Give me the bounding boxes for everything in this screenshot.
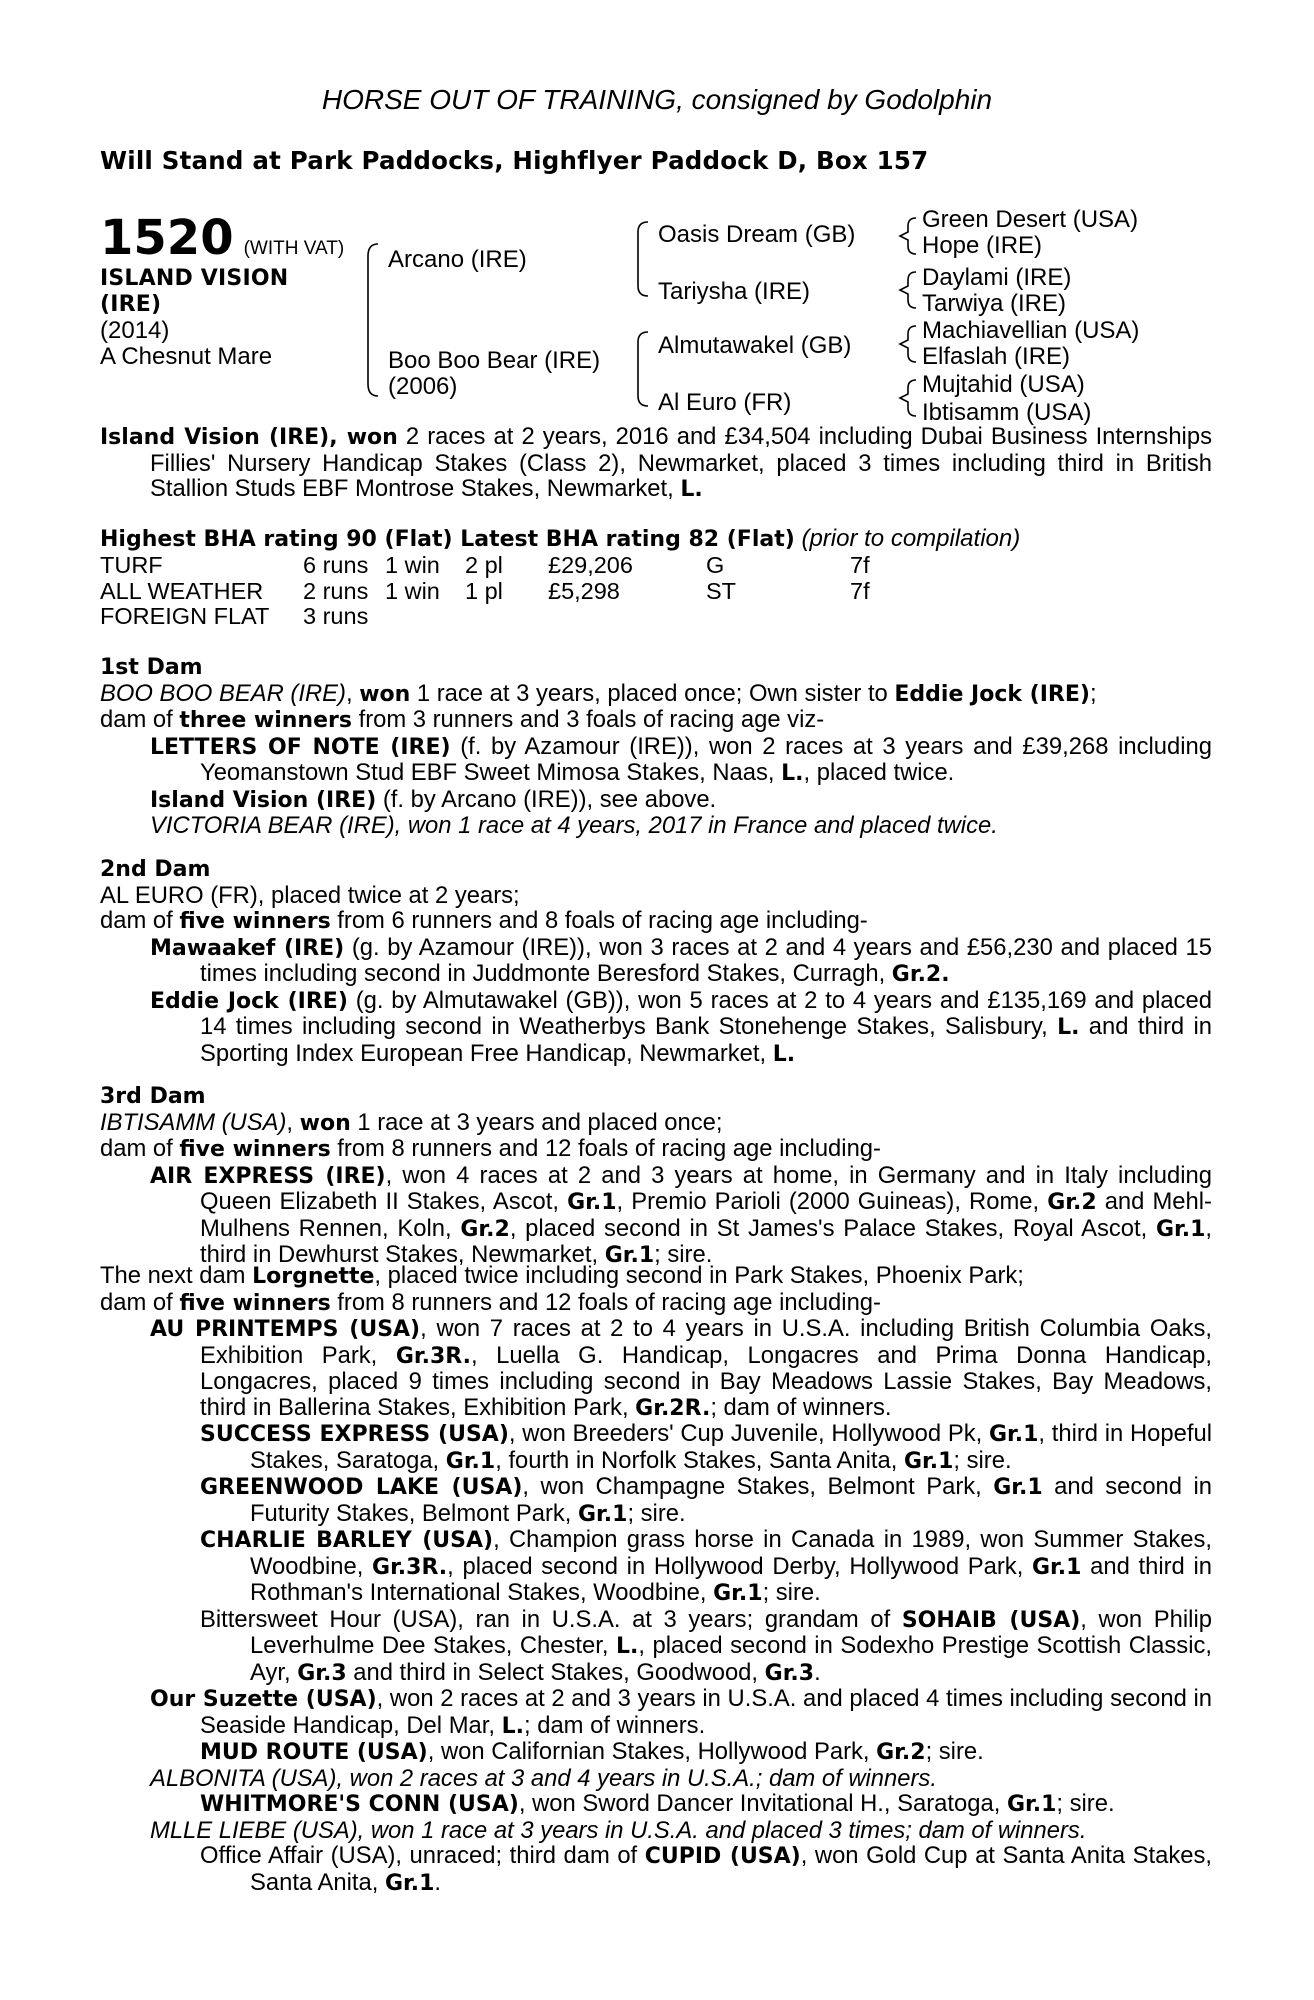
dam-sire: Almutawakel (GB) <box>658 332 852 359</box>
charlie-barley <box>200 1527 1212 1607</box>
offspring-name: MLLE LIEBE (USA) <box>150 1816 358 1844</box>
offspring-text-a: , won Champagne Stakes, Belmont Park, <box>522 1473 994 1500</box>
third-dam-dam-of: dam of <box>100 1135 180 1162</box>
next-dam-winners: five winners <box>179 1290 331 1316</box>
offspring-text-b: ; sire. <box>1056 1790 1115 1817</box>
rating-prize: £29,206 <box>548 552 633 578</box>
second-dam-section <box>100 857 1212 1067</box>
offspring-text-a: , won 7 races at 2 to 4 years in U.S.A. including British Columbia Oaks, Exhibition Park, <box>200 1315 1212 1369</box>
our-suzette <box>150 1686 1212 1739</box>
first-dam-offspring-2 <box>150 787 1212 814</box>
offspring-listed-2: L. <box>772 1041 796 1067</box>
grandparent-2: Hope (IRE) <box>922 232 1043 259</box>
offspring-text-d: ; sire. <box>762 1579 821 1606</box>
listed: L. <box>615 1634 639 1659</box>
grade-2: Gr.1 <box>578 1501 628 1527</box>
offspring-text-a: , won Sword Dancer Invitational H., Saratoga, <box>518 1790 1007 1817</box>
offspring-name: GREENWOOD LAKE (USA) <box>200 1475 523 1500</box>
first-dam-text: 1 race at 3 years, placed once; Own sister to <box>410 679 895 707</box>
offspring-text-a: , won 4 races at 2 and 3 years at home, in Germany and in Italy including Queen Elizabeth II Stakes, Ascot, <box>200 1161 1212 1215</box>
first-dam-offspring-3 <box>150 813 1212 839</box>
grade: Gr.1 <box>384 1870 435 1896</box>
grandparent-1: Green Desert (USA) <box>922 206 1139 233</box>
rating-runs: 3 runs <box>303 603 369 629</box>
grade-2: Gr.3 <box>764 1660 815 1686</box>
summary-won: won <box>346 425 398 450</box>
first-dam-won: won <box>359 681 411 707</box>
brace-sire <box>638 222 648 296</box>
offspring-listed: L. <box>1057 1015 1080 1040</box>
mlle-liebe <box>150 1818 1212 1844</box>
grade-5: Gr.1 <box>604 1243 655 1268</box>
first-dam-sister: Eddie Jock (IRE) <box>894 681 1090 707</box>
grade-2: Gr.1 <box>1032 1554 1082 1580</box>
dam-dam: Al Euro (FR) <box>658 389 792 416</box>
offspring-name: AIR EXPRESS (IRE) <box>150 1163 386 1189</box>
au-printemps <box>150 1316 1212 1421</box>
bittersweet-hour <box>200 1607 1212 1687</box>
grade-1: Gr.3 <box>297 1660 347 1686</box>
offspring-name: WHITMORE'S CONN (USA) <box>200 1792 519 1817</box>
horse-name-line1: ISLAND VISION <box>100 266 289 291</box>
brace-g34 <box>900 272 916 308</box>
second-dam-dam-of: dam of <box>100 907 180 934</box>
grade-2: Gr.2R. <box>635 1395 711 1421</box>
offspring-text-b: , third in Hopeful Stakes, Saratoga, <box>250 1420 1212 1474</box>
rating-going: ST <box>706 577 737 604</box>
vat-note: (WITH VAT) <box>243 238 345 259</box>
offspring-name: MUD ROUTE (USA) <box>200 1740 428 1765</box>
brace-g56 <box>900 326 916 362</box>
offspring-text-d: ; sire. <box>953 1446 1012 1474</box>
summary-listed: L. <box>680 477 703 502</box>
greenwood-lake <box>200 1474 1212 1527</box>
second-dam-offspring-1: Mawaakef (IRE) (g. by Azamour (IRE)), won 3 races at 2 and 4 years and £56,230 and placed 15 times including second in Juddmonte Beresford Stakes, Curragh, Gr.2. <box>150 933 1213 987</box>
third-dam-won: won <box>299 1110 351 1136</box>
third-dam-heading: 3rd Dam <box>100 1084 206 1109</box>
first-dam-heading: 1st Dam <box>100 655 203 680</box>
offspring-text-d: and third in Select Stakes, Goodwood, <box>346 1658 765 1686</box>
horse-description: A Chesnut Mare <box>100 343 273 370</box>
rating-runs: 6 runs <box>303 552 369 578</box>
first-dam-name: BOO BOO BEAR (IRE) <box>100 679 346 707</box>
rating-surface: FOREIGN FLAT <box>100 603 270 629</box>
offspring-name: CHARLIE BARLEY (USA) <box>200 1528 494 1553</box>
stand-location: Will Stand at Park Paddocks, Highflyer Paddock D, Box 157 <box>100 146 929 175</box>
offspring-text: (f. by Azamour (IRE)), won 2 races at 3 years and £39,268 including Yeomanstown Stud EBF Sweet Mimosa Stakes, Naas, <box>200 732 1213 786</box>
offspring-text-e: , third in Dewhurst Stakes, Newmarket, <box>200 1214 1213 1268</box>
offspring-text-a: Bittersweet Hour (USA), ran in U.S.A. at 3 years; grandam of <box>200 1605 902 1633</box>
third-dam-section: 3rd Dam IBTISAMM (USA), won 1 race at 3 years and placed once; dam of five winners from 8 runners and 12 foals of racing age including- AIR EXPRESS (IRE), won 4 races at 2 and 3 years at home, in Germany and in Italy including Queen Elizabeth II Stakes, Ascot, Gr.1, Premio Parioli (2000 Guineas), Rome, Gr.2 and Mehl-Mulhens Rennen, Koln, Gr.2, placed second in St James's Palace Stakes, Royal Ascot, Gr.1, third in Dewhurst Stakes, Newmarket, Gr.1; sire. <box>100 1084 1213 1268</box>
offspring-text-b: and second in Futurity Stakes, Belmont Park, <box>250 1473 1212 1527</box>
dam: Boo Boo Bear (IRE) <box>388 347 601 374</box>
offspring-name: Eddie Jock (IRE) <box>150 988 348 1014</box>
next-dam-section <box>100 1263 1212 1896</box>
offspring-text-a: , won 1 race at 3 years in U.S.A. and placed 3 times; dam of winners. <box>357 1816 1087 1844</box>
rating-going: G <box>706 552 725 578</box>
sire-dam: Tariysha (IRE) <box>658 278 811 305</box>
brace-main <box>368 244 378 396</box>
grade-3: Gr.2 <box>460 1216 510 1242</box>
grade-3: Gr.1 <box>903 1448 954 1474</box>
offspring-text-a: Office Affair (USA), unraced; third dam of <box>200 1842 645 1869</box>
offspring-text-c: . <box>434 1868 442 1896</box>
grade-1: Gr.1 <box>993 1475 1043 1500</box>
ratings-heading <box>100 526 1020 553</box>
offspring-listed: L. <box>781 761 804 786</box>
third-dam-offspring-1 <box>150 1163 1212 1269</box>
offspring-text-c: and Mehl-Mulhens Rennen, Koln, <box>200 1188 1212 1242</box>
page-title: HORSE OUT OF TRAINING, consigned by Godolphin <box>321 84 993 115</box>
grade: Gr.1 <box>1006 1792 1057 1817</box>
offspring-text-f: ; sire. <box>654 1241 713 1268</box>
offspring-name: Island Vision (IRE) <box>150 787 377 813</box>
summary-text: 2 races at 2 years, 2016 and £34,504 including Dubai Business Internships Fillies' Nursery Handicap Stakes (Class 2), Newmarket, placed 3 times including third in British Stallion Studs EBF Montrose Stakes, Newmarket, <box>150 423 1212 502</box>
offspring-text-b: , won Philip Leverhulme Dee Stakes, Chester, <box>250 1605 1212 1659</box>
offspring-name: Mawaakef (IRE) <box>150 935 345 961</box>
offspring-text-b: , Premio Parioli (2000 Guineas), Rome, <box>616 1188 1048 1215</box>
office-affair <box>200 1843 1212 1896</box>
rating-runs: 2 runs <box>303 577 369 604</box>
first-dam-dam-of: dam of <box>100 706 180 733</box>
offspring-name: LETTERS OF NOTE (IRE) <box>150 734 451 760</box>
grade-1: Gr.3R. <box>395 1343 471 1369</box>
offspring-text-b: , won Gold Cup at Santa Anita Stakes, Santa Anita, <box>250 1842 1213 1896</box>
rating-placed: 2 pl <box>465 552 503 578</box>
rating-wins: 1 win <box>385 552 440 578</box>
second-dam-foals: from 6 runners and 8 foals of racing age including- <box>330 907 868 934</box>
rating-surface: ALL WEATHER <box>100 577 264 604</box>
offspring-text-a: , won 2 races at 3 and 4 years in U.S.A.; dam of winners. <box>336 1764 937 1792</box>
next-dam-name: Lorgnette <box>252 1264 375 1289</box>
offspring-text-e: . <box>814 1658 821 1686</box>
offspring-text-a: , won 2 races at 2 and 3 years in U.S.A. and placed 4 times including second in Seaside Handicap, Del Mar, <box>200 1685 1212 1739</box>
grade: Gr.2 <box>876 1740 926 1765</box>
grandparent-5: Machiavellian (USA) <box>922 317 1140 344</box>
rating-distance: 7f <box>850 552 870 578</box>
grade-1: Gr.1 <box>988 1422 1039 1447</box>
grade-1: Gr.3R. <box>372 1554 448 1580</box>
foaling-year: (2014) <box>100 317 170 344</box>
grand-offspring-name: CUPID (USA) <box>644 1844 801 1869</box>
offspring-name: VICTORIA BEAR (IRE) <box>150 812 395 839</box>
grade-1: Gr.1 <box>567 1190 617 1215</box>
offspring-text-c: , placed second in Sodexho Prestige Scottish Classic, Ayr, <box>250 1632 1212 1686</box>
second-dam-line: AL EURO (FR), placed twice at 2 years; <box>100 881 520 909</box>
sire: Arcano (IRE) <box>388 246 527 273</box>
offspring-text: (g. by Almutawakel (GB)), won 5 races at 2 to 4 years and £135,169 and placed 14 times including second in Weatherbys Bank Stonehenge Stakes, Salisbury, <box>200 986 1212 1040</box>
rating-placed: 1 pl <box>465 577 503 604</box>
third-dam-foals: from 8 runners and 12 foals of racing age including- <box>330 1135 881 1162</box>
second-dam-offspring-2 <box>150 988 1212 1068</box>
offspring-text-2: and third in Sporting Index European Free Handicap, Newmarket, <box>200 1013 1212 1067</box>
grade-2: Gr.2 <box>1047 1190 1097 1215</box>
grandparent-6: Elfaslah (IRE) <box>922 343 1071 370</box>
first-dam-offspring-1 <box>150 734 1212 787</box>
offspring-text: (g. by Azamour (IRE)), won 3 races at 2 and 4 years and £56,230 and placed 15 times including second in Juddmonte Beresford Stakes, Curragh, <box>200 933 1213 987</box>
brace-g12 <box>900 218 916 254</box>
whitmores-conn <box>200 1791 1212 1818</box>
grade-3: Gr.1 <box>713 1581 763 1606</box>
first-dam-section: 1st Dam BOO BOO BEAR (IRE), won 1 race at 3 years, placed once; Own sister to Eddie Jock (IRE); dam of three winners from 3 runners and 3 foals of racing age viz- LETTERS OF NOTE (IRE) (f. by Azamour (IRE)), won 2 races at 3 years and £39,268 including Yeomanstown Stud EBF Sweet Mimosa Stakes, Naas, L., placed twice. Island Vision (IRE) (f. by Arcano (IRE)), see above. VICTORIA BEAR (IRE), won 1 race at 4 years, 2017 in France and placed twice. <box>100 655 1213 839</box>
summary-horse-name: Island Vision (IRE) <box>100 425 330 450</box>
offspring-text-b: ; dam of winners. <box>523 1711 706 1739</box>
second-dam-winners: five winners <box>179 909 331 934</box>
first-dam-winners: three winners <box>179 708 352 733</box>
grade-2: Gr.1 <box>445 1448 496 1474</box>
rating-prize: £5,298 <box>548 577 620 604</box>
mud-route <box>200 1739 1212 1766</box>
grandparent-3: Daylami (IRE) <box>922 264 1072 291</box>
grandparent-7: Mujtahid (USA) <box>922 371 1085 398</box>
ratings-heading-text: Highest BHA rating 90 (Flat) Latest BHA rating 82 (Flat) <box>100 527 795 552</box>
offspring-text-c: , fourth in Norfolk Stakes, Santa Anita, <box>495 1446 904 1474</box>
listed: L. <box>501 1713 524 1739</box>
race-summary: Island Vision (IRE), won 2 races at 2 years, 2016 and £34,504 including Dubai Business Internships Fillies' Nursery Handicap Stakes (Class 2), Newmarket, placed 3 times including third in British Stallion Studs EBF Montrose Stakes, Newmarket, L. <box>100 423 1212 502</box>
offspring-text: (f. by Arcano (IRE)), see above. <box>376 785 717 813</box>
albonita <box>150 1766 1212 1792</box>
horse-name-line2: (IRE) <box>100 292 162 317</box>
grandparent-8: Ibtisamm (USA) <box>922 399 1092 426</box>
success-express <box>200 1421 1212 1474</box>
offspring-text-c: and third in Rothman's International Stakes, Woodbine, <box>250 1552 1212 1606</box>
offspring-text-b: ; sire. <box>925 1738 984 1765</box>
grade-4: Gr.1 <box>1155 1216 1206 1242</box>
rating-wins: 1 win <box>385 577 440 604</box>
offspring-text: , won 1 race at 4 years, 2017 in France and placed twice. <box>394 812 998 839</box>
next-dam-text: , placed twice including second in Park Stakes, Phoenix Park; <box>374 1262 1024 1289</box>
dam-year: (2006) <box>388 373 458 400</box>
next-dam-dam-of: dam of <box>100 1288 180 1316</box>
brace-g78 <box>900 380 916 416</box>
grandparent-4: Tarwiya (IRE) <box>922 290 1067 317</box>
offspring-grade: Gr.2 <box>891 962 942 987</box>
grand-offspring-name: SOHAIB (USA) <box>901 1607 1081 1633</box>
lot-number: 1520 <box>100 210 234 266</box>
brace-dam <box>638 332 648 406</box>
offspring-name: SUCCESS EXPRESS (USA) <box>200 1422 509 1447</box>
offspring-text-a: , won Californian Stakes, Hollywood Park, <box>427 1738 877 1765</box>
offspring-text-d: , placed second in St James's Palace Stakes, Royal Ascot, <box>509 1214 1156 1242</box>
next-dam-foals: from 8 runners and 12 foals of racing age including- <box>330 1288 881 1316</box>
offspring-text-end: , placed twice. <box>803 759 955 786</box>
offspring-text-a: , won Breeders' Cup Juvenile, Hollywood Pk, <box>508 1420 989 1447</box>
next-dam-intro: The next dam <box>100 1262 253 1289</box>
offspring-name: ALBONITA (USA) <box>150 1764 337 1792</box>
third-dam-winners: five winners <box>179 1137 331 1162</box>
offspring-text-b: , placed second in Hollywood Derby, Hollywood Park, <box>447 1552 1032 1580</box>
offspring-name: AU PRINTEMPS (USA) <box>150 1317 421 1342</box>
offspring-text-a: , Champion grass horse in Canada in 1989, won Summer Stakes, Woodbine, <box>250 1526 1212 1580</box>
offspring-text-c: ; sire. <box>627 1499 686 1527</box>
offspring-text-c: ; dam of winners. <box>710 1393 892 1421</box>
offspring-text-b: , Luella G. Handicap, Longacres and Prima Donna Handicap, Longacres, placed 9 times including second in Bay Meadows Lassie Stakes, Bay Meadows, third in Ballerina Stakes, Exhibition Park, <box>200 1341 1212 1421</box>
sire-sire: Oasis Dream (GB) <box>658 221 856 248</box>
offspring-name: Our Suzette (USA) <box>150 1687 377 1712</box>
second-dam-heading: 2nd Dam <box>100 857 211 882</box>
first-dam-foals: from 3 runners and 3 foals of racing age viz- <box>351 706 825 733</box>
third-dam-name: IBTISAMM (USA) <box>100 1108 287 1136</box>
third-dam-text: 1 race at 3 years and placed once; <box>350 1108 723 1136</box>
rating-surface: TURF <box>100 552 163 578</box>
ratings-note: (prior to compilation) <box>801 525 1021 552</box>
rating-distance: 7f <box>850 577 870 604</box>
